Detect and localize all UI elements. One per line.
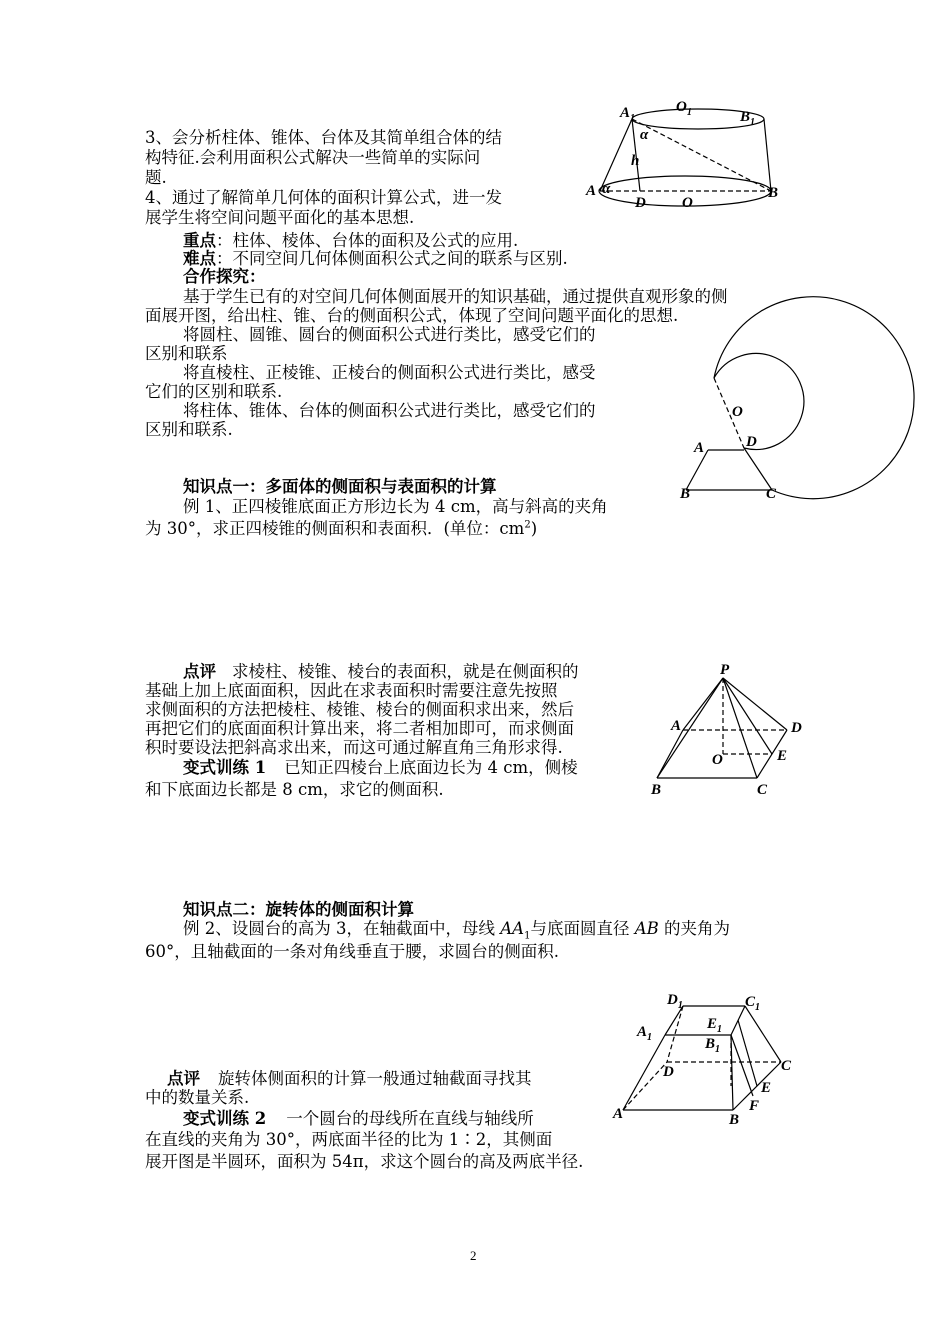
- label-D: D: [746, 434, 757, 450]
- example1-line2: [145, 519, 537, 539]
- label-A: A: [613, 1106, 624, 1122]
- key-point: [183, 231, 518, 251]
- label-D: D: [635, 195, 646, 211]
- explore-p2-line2: 区别和联系: [145, 344, 228, 363]
- explore-p1-line1: 基于学生已有的对空间几何体侧面展开的知识基础，通过提供直观形象的侧: [183, 287, 728, 306]
- explore-title: 合作探究：: [183, 267, 266, 286]
- variant1-label: 变式训练 1: [183, 758, 267, 777]
- label-B: B: [651, 782, 662, 798]
- comment1-line1: [183, 662, 579, 682]
- edge-PD: [723, 678, 787, 730]
- label-h: h: [631, 153, 640, 169]
- inner-arc: [714, 353, 804, 449]
- variant2-line1: [183, 1109, 534, 1129]
- variant2-line3: 展开图是半圆环，面积为 54π，求这个圆台的高及两底半径.: [145, 1152, 584, 1171]
- line-B1F: [731, 1035, 753, 1096]
- edge-BA: [657, 730, 683, 778]
- section1-title: 知识点一：多面体的侧面积与表面积的计算: [183, 477, 497, 496]
- label-alpha-top: α: [640, 127, 649, 143]
- frustum-prism-figure: [605, 992, 805, 1132]
- label-E: E: [777, 748, 788, 764]
- objective-3-line3: 题.: [145, 168, 167, 187]
- edge-PC: [723, 678, 757, 778]
- comment2-text1: 旋转体侧面积的计算一般通过轴截面寻找其: [218, 1069, 532, 1088]
- variant1-text1: 已知正四棱台上底面边长为 4 cm，侧棱: [284, 758, 578, 777]
- comment1-label: 点评: [183, 662, 216, 681]
- pyramid-figure: [645, 660, 815, 800]
- label-D: D: [791, 720, 802, 736]
- example1-sup: 2: [524, 519, 531, 531]
- edge-C1C: [745, 1006, 781, 1062]
- label-O: O: [732, 404, 743, 420]
- slant-PE: [723, 678, 772, 754]
- key-point-text: ：柱体、棱体、台体的面积及公式的应用.: [216, 231, 519, 250]
- edge-AD: [623, 1062, 667, 1110]
- label-B: B: [768, 185, 779, 201]
- label-alpha-bottom: α: [602, 181, 611, 197]
- variant2-label: 变式训练 2: [183, 1109, 267, 1128]
- objective-4-line1: 4、通过了解简单几何体的面积计算公式，进一发: [145, 188, 502, 207]
- example2-sub: 1: [524, 930, 531, 942]
- explore-p4-line1: 将柱体、锥体、台体的侧面积公式进行类比，感受它们的: [183, 401, 596, 420]
- label-A: A: [694, 440, 705, 456]
- variant2-line2: 在直线的夹角为 30°，两底面半径的比为 1∶2，其侧面: [145, 1130, 553, 1149]
- edge-D1D: [667, 1006, 683, 1062]
- difficult-point: [183, 249, 568, 269]
- objective-3-line1: 3、会分析柱体、锥体、台体及其简单组合体的结: [145, 128, 502, 147]
- explore-p4-line2: 区别和联系.: [145, 420, 233, 439]
- label-C: C: [781, 1058, 792, 1074]
- page-number: 2: [470, 1248, 477, 1263]
- outer-arc: [714, 297, 914, 499]
- section2-title: 知识点二：旋转体的侧面积计算: [183, 900, 414, 919]
- explore-p3-line1: 将直棱柱、正棱锥、正棱台的侧面积公式进行类比，感受: [183, 363, 596, 382]
- label-O: O: [712, 752, 723, 768]
- example2-pre: 例 2、设圆台的高为 3，在轴截面中，母线: [183, 919, 501, 938]
- label-O1: $O_1$: [676, 99, 692, 118]
- example2-mid: 与底面圆直径: [530, 919, 635, 938]
- example2-line1: [183, 919, 730, 942]
- label-A1: $A_1$: [620, 105, 636, 124]
- diagonal: [632, 119, 771, 191]
- label-A1: $A_1$: [637, 1024, 653, 1043]
- label-B1: $B_1$: [740, 109, 756, 128]
- label-C: C: [757, 782, 768, 798]
- difficult-point-label: 难点: [183, 249, 216, 268]
- example2-post: 的夹角为: [658, 919, 730, 938]
- example2-aa: AA: [500, 919, 525, 938]
- annulus-figure: [680, 330, 840, 505]
- label-D: D: [663, 1064, 674, 1080]
- label-A: A: [671, 718, 682, 734]
- comment1-line4: 再把它们的底面面积计算出来，将二者相加即可，而求侧面: [145, 719, 574, 738]
- example1-line2-text: 为 30°，求正四棱锥的侧面积和表面积．(单位：cm: [145, 519, 525, 538]
- edge-A1A: [623, 1035, 665, 1110]
- explore-p2-line1: 将圆柱、圆锥、圆台的侧面积公式进行类比，感受它们的: [183, 325, 596, 344]
- comment2-line2: 中的数量关系.: [145, 1088, 250, 1107]
- explore-p3-line2: 它们的区别和联系.: [145, 382, 283, 401]
- explore-p1-line2: 面展开图，给出柱、锥、台的侧面积公式，体现了空间问题平面化的思想.: [145, 306, 679, 325]
- label-B: B: [729, 1112, 740, 1128]
- label-C: C: [766, 486, 777, 502]
- variant1-line1: [183, 758, 578, 778]
- example2-ab: AB: [634, 919, 659, 938]
- side-DC: [744, 448, 772, 490]
- comment1-line2: 基础上加上底面面积，因此在求表面积时需要注意先按照: [145, 681, 558, 700]
- label-P: P: [720, 662, 730, 678]
- right-generatrix: [764, 119, 771, 191]
- label-E: E: [761, 1080, 772, 1096]
- label-A: A: [586, 183, 597, 199]
- comment1-line3: 求侧面积的方法把棱柱、棱锥、棱台的侧面积求出来，然后: [145, 700, 574, 719]
- comment2-label: 点评: [167, 1069, 200, 1088]
- side-AB: [686, 450, 708, 490]
- comment1-text1: 求棱柱、棱锥、棱台的表面积，就是在侧面积的: [232, 662, 579, 681]
- label-C1: $C_1$: [745, 994, 761, 1013]
- objective-3-line2: 构特征.会利用面积公式解决一些简单的实际问: [145, 148, 481, 167]
- label-E1: $E_1$: [707, 1016, 723, 1035]
- variant1-line2: 和下底面边长都是 8 cm，求它的侧面积.: [145, 780, 444, 799]
- label-B1: $B_1$: [705, 1036, 721, 1055]
- objective-4-line2: 展学生将空间问题平面化的基本思想.: [145, 208, 415, 227]
- label-B: B: [680, 486, 691, 502]
- frustum-cone-figure: [580, 95, 790, 220]
- label-O: O: [682, 195, 693, 211]
- edge-PA: [683, 678, 723, 730]
- example1-line1: 例 1、正四棱锥底面正方形边长为 4 cm，高与斜高的夹角: [183, 497, 608, 516]
- example1-tail: ): [530, 519, 538, 538]
- comment1-line5: 积时要设法把斜高求出来，而这可通过解直角三角形求得.: [145, 738, 563, 757]
- label-F: F: [749, 1098, 760, 1114]
- slant-E1E: [738, 1020, 757, 1086]
- difficult-point-text: ：不同空间几何体侧面积公式之间的联系与区别.: [216, 249, 568, 268]
- comment2-line1: [167, 1069, 532, 1089]
- label-D1: $D_1$: [667, 992, 683, 1011]
- variant2-text1: 一个圆台的母线所在直线与轴线所: [286, 1109, 534, 1128]
- key-point-label: 重点: [183, 231, 216, 250]
- example2-line2: 60°，且轴截面的一条对角线垂直于腰，求圆台的侧面积.: [145, 942, 559, 961]
